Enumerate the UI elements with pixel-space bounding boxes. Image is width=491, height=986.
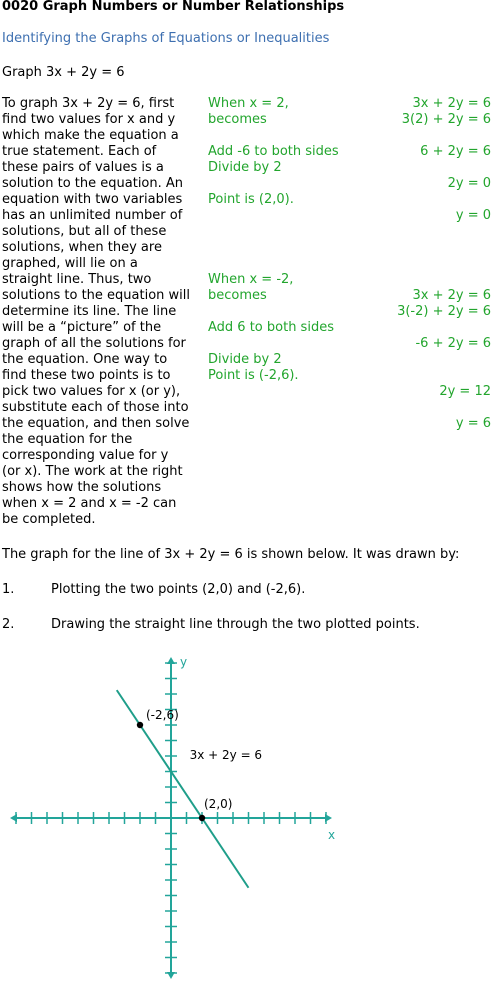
equation-line xyxy=(117,690,249,888)
explanation-line: straight line. Thus, two xyxy=(2,272,152,287)
coordinate-graph xyxy=(0,645,340,986)
explanation-line: will be a “picture” of the xyxy=(2,320,162,335)
explanation-line: find two values for x and y xyxy=(2,112,176,127)
explanation-line: be completed. xyxy=(2,512,96,527)
work-becomes-2: becomes xyxy=(208,288,267,303)
work-when-x-2: When x = 2, xyxy=(208,96,289,111)
explanation-line: when x = 2 and x = -2 can xyxy=(2,496,177,511)
work-when-x-neg2: When x = -2, xyxy=(208,272,294,287)
equation-line-label: 3x + 2y = 6 xyxy=(189,748,263,763)
explanation-line: equation with two variables xyxy=(2,192,183,207)
work-eq-2c: -6 + 2y = 6 xyxy=(415,336,491,351)
explanation-line: the equation, and then solve xyxy=(2,416,190,431)
work-point-2: Point is (-2,6). xyxy=(208,368,299,383)
x-axis-label: x xyxy=(328,828,336,842)
explanation-line: graphed, will lie on a xyxy=(2,256,138,271)
explanation-line: the equation for the xyxy=(2,432,133,447)
explanation-paragraph xyxy=(2,96,202,528)
point-label: (-2,6) xyxy=(146,708,179,722)
graph-intro: The graph for the line of 3x + 2y = 6 is shown below. It was drawn by: xyxy=(2,547,460,562)
explanation-line: the equation. One way to xyxy=(2,352,168,367)
work-becomes-1: becomes xyxy=(208,112,267,127)
step-1-number: 1. xyxy=(2,582,15,597)
plotted-point xyxy=(199,815,205,821)
work-eq-2b: 3(-2) + 2y = 6 xyxy=(397,304,491,319)
step-2-text: Drawing the straight line through the two plotted points. xyxy=(51,617,420,632)
work-eq-1a: 3x + 2y = 6 xyxy=(412,96,491,111)
explanation-line: determine its line. The line xyxy=(2,304,177,319)
work-add-1: Add -6 to both sides xyxy=(208,144,339,159)
explanation-line: solution to the equation. An xyxy=(2,176,184,191)
work-divide-1: Divide by 2 xyxy=(208,160,282,175)
explanation-line: true statement. Each of xyxy=(2,144,157,159)
explanation-line: To graph 3x + 2y = 6, first xyxy=(2,96,175,111)
explanation-line: solutions, when they are xyxy=(2,240,162,255)
subtitle: Identifying the Graphs of Equations or Inequalities xyxy=(2,31,330,46)
explanation-line: which make the equation a xyxy=(2,128,179,143)
page-title: 0020 Graph Numbers or Number Relationships xyxy=(2,0,345,14)
point-label: (2,0) xyxy=(204,797,233,811)
explanation-line: these pairs of values is a xyxy=(2,160,164,175)
explanation-line: corresponding value for y xyxy=(2,448,169,463)
work-eq-2e: y = 6 xyxy=(455,416,491,431)
explanation-line: pick two values for x (or y), xyxy=(2,384,181,399)
work-eq-2a: 3x + 2y = 6 xyxy=(412,288,491,303)
y-axis-label: y xyxy=(180,655,188,669)
work-point-1: Point is (2,0). xyxy=(208,192,294,207)
explanation-line: solutions, but all of these xyxy=(2,224,167,239)
work-eq-1e: y = 0 xyxy=(455,208,491,223)
work-eq-1d: 2y = 0 xyxy=(447,176,491,191)
explanation-line: (or x). The work at the right xyxy=(2,464,183,479)
explanation-line: substitute each of those into xyxy=(2,400,189,415)
work-eq-1c: 6 + 2y = 6 xyxy=(420,144,491,159)
work-divide-2: Divide by 2 xyxy=(208,352,282,367)
work-add-2: Add 6 to both sides xyxy=(208,320,334,335)
work-eq-1b: 3(2) + 2y = 6 xyxy=(401,112,491,127)
explanation-line: solutions to the equation will xyxy=(2,288,190,303)
work-eq-2d: 2y = 12 xyxy=(439,384,491,399)
explanation-line: shows how the solutions xyxy=(2,480,162,495)
step-2-number: 2. xyxy=(2,617,15,632)
explanation-line: find these two points is to xyxy=(2,368,171,383)
explanation-line: graph of all the solutions for xyxy=(2,336,186,351)
step-1-text: Plotting the two points (2,0) and (-2,6). xyxy=(51,582,306,597)
explanation-line: has an unlimited number of xyxy=(2,208,183,223)
plotted-point xyxy=(137,722,143,728)
problem-statement: Graph 3x + 2y = 6 xyxy=(2,65,125,80)
